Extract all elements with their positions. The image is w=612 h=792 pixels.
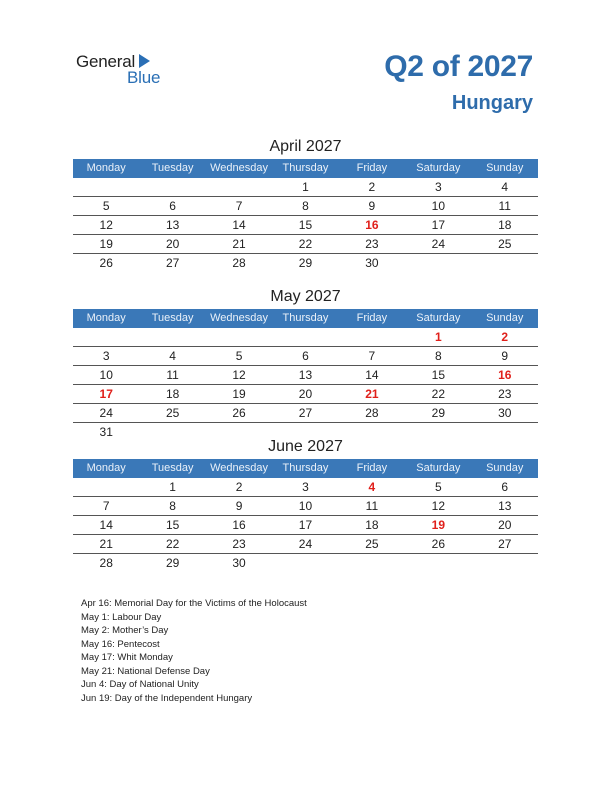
empty-day-cell	[139, 328, 205, 346]
day-cell: 14	[365, 368, 379, 382]
day-cell: 29	[165, 556, 180, 570]
day-cell: 18	[165, 387, 180, 401]
weekday-label: Wednesday	[210, 312, 268, 324]
day-cell: 19	[99, 237, 113, 251]
empty-day-cell	[272, 554, 338, 572]
day-cell: 29	[298, 256, 313, 270]
day-cell: 23	[232, 537, 246, 551]
day-cell: 17	[99, 387, 113, 401]
day-cell: 20	[298, 387, 313, 401]
weekday-label: Friday	[356, 312, 388, 324]
week-row	[73, 197, 538, 216]
day-cell: 26	[99, 256, 113, 270]
holiday-note: May 21: National Defense Day	[81, 665, 210, 677]
day-cell: 12	[431, 499, 445, 513]
day-cell: 8	[434, 349, 442, 363]
week-row	[73, 385, 538, 404]
day-cell: 2	[501, 330, 509, 344]
weekday-label: Thursday	[282, 312, 329, 324]
month-title: May 2027	[270, 288, 341, 305]
week-row	[73, 516, 538, 535]
day-cell: 8	[169, 499, 176, 513]
day-cell: 14	[232, 218, 246, 232]
country-name: Hungary	[451, 92, 533, 114]
day-cell: 18	[365, 518, 379, 532]
day-cell: 25	[498, 237, 512, 251]
day-cell: 5	[434, 480, 442, 494]
weekday-label: Saturday	[416, 312, 461, 324]
weekday-label: Monday	[86, 312, 126, 324]
day-cell: 16	[232, 518, 246, 532]
day-cell: 24	[298, 537, 313, 551]
day-cell: 21	[232, 237, 246, 251]
day-cell: 9	[368, 199, 376, 213]
weekday-label: Sunday	[486, 312, 524, 324]
week-row	[73, 328, 538, 347]
week-row	[73, 216, 538, 235]
week-row	[73, 178, 538, 197]
day-cell: 22	[298, 237, 313, 251]
quarter-title: Q2 of 2027	[384, 50, 533, 83]
weekday-header	[73, 159, 538, 178]
generalblue-logo	[76, 52, 176, 88]
day-cell: 5	[235, 349, 243, 363]
weekday-label: Tuesday	[151, 312, 194, 324]
empty-day-cell	[206, 328, 272, 346]
weekday-header	[73, 309, 538, 328]
day-cell: 13	[298, 368, 313, 382]
day-cell: 8	[302, 199, 309, 213]
day-cell: 16	[498, 368, 512, 382]
empty-day-cell	[139, 178, 205, 196]
week-row	[73, 554, 538, 572]
day-cell: 18	[498, 218, 512, 232]
day-cell: 11	[498, 199, 511, 213]
holiday-note: May 1: Labour Day	[81, 611, 162, 623]
day-cell: 22	[165, 537, 180, 551]
day-cell: 6	[169, 199, 176, 213]
day-cell: 10	[431, 199, 445, 213]
day-cell: 2	[368, 180, 376, 194]
day-cell: 24	[99, 406, 113, 420]
month-title: June 2027	[268, 438, 343, 455]
weekday-label: Wednesday	[210, 162, 268, 174]
day-cell: 15	[165, 518, 180, 532]
week-row	[73, 478, 538, 497]
day-cell: 23	[365, 237, 379, 251]
day-cell: 25	[165, 406, 180, 420]
weekday-label: Sunday	[486, 462, 524, 474]
weekday-label: Tuesday	[151, 462, 194, 474]
day-cell: 14	[99, 518, 113, 532]
day-cell: 27	[298, 406, 313, 420]
empty-day-cell	[405, 554, 471, 572]
day-cell: 7	[235, 199, 243, 213]
day-cell: 6	[501, 480, 509, 494]
day-cell: 21	[99, 537, 113, 551]
day-cell: 15	[298, 218, 313, 232]
holiday-note: May 16: Pentecost	[81, 638, 160, 650]
day-cell: 26	[431, 537, 445, 551]
logo-general-text: General	[76, 52, 136, 71]
day-cell: 3	[102, 349, 110, 363]
day-cell: 25	[365, 537, 379, 551]
weekday-label: Monday	[86, 462, 126, 474]
day-cell: 24	[431, 237, 445, 251]
empty-day-cell	[405, 254, 471, 272]
empty-day-cell	[472, 554, 538, 572]
day-cell: 3	[302, 480, 309, 494]
week-row	[73, 535, 538, 554]
holiday-note: Jun 19: Day of the Independent Hungary	[81, 692, 253, 704]
week-row	[73, 235, 538, 254]
day-cell: 10	[298, 499, 313, 513]
day-cell: 4	[501, 180, 509, 194]
week-row	[73, 254, 538, 272]
day-cell: 30	[498, 406, 512, 420]
day-cell: 27	[498, 537, 512, 551]
weekday-header	[73, 459, 538, 478]
day-cell: 28	[365, 406, 379, 420]
day-cell: 28	[232, 256, 246, 270]
weekday-label: Saturday	[416, 162, 461, 174]
holiday-note: Apr 16: Memorial Day for the Victims of the Holocaust	[81, 598, 307, 609]
day-cell: 7	[102, 499, 110, 513]
day-cell: 11	[365, 499, 379, 513]
empty-day-cell	[73, 328, 139, 346]
week-row	[73, 366, 538, 385]
month-title: April 2027	[269, 138, 342, 155]
day-cell: 17	[298, 518, 313, 532]
weekday-label: Thursday	[282, 462, 329, 474]
month-may	[73, 286, 538, 441]
day-cell: 6	[302, 349, 309, 363]
weekday-label: Friday	[356, 462, 388, 474]
day-cell: 9	[501, 349, 509, 363]
day-cell: 21	[365, 387, 379, 401]
day-cell: 20	[498, 518, 512, 532]
day-cell: 30	[232, 556, 246, 570]
day-cell: 31	[99, 425, 113, 439]
day-cell: 19	[232, 387, 246, 401]
day-cell: 10	[99, 368, 113, 382]
empty-day-cell	[339, 554, 405, 572]
day-cell: 28	[99, 556, 113, 570]
day-cell: 7	[368, 349, 376, 363]
weekday-label: Saturday	[416, 462, 461, 474]
day-cell: 5	[102, 199, 110, 213]
day-cell: 1	[434, 330, 442, 344]
day-cell: 12	[232, 368, 246, 382]
day-cell: 11	[166, 368, 179, 382]
empty-day-cell	[339, 328, 405, 346]
day-cell: 29	[431, 406, 445, 420]
week-row	[73, 347, 538, 366]
day-cell: 13	[498, 499, 512, 513]
day-cell: 12	[99, 218, 113, 232]
day-cell: 9	[235, 499, 243, 513]
weekday-label: Wednesday	[210, 462, 268, 474]
logo-blue-text: Blue	[127, 68, 161, 87]
empty-day-cell	[73, 178, 139, 196]
month-april	[73, 136, 538, 272]
day-cell: 30	[365, 256, 379, 270]
logo-flag-icon	[139, 54, 150, 68]
holiday-note: May 17: Whit Monday	[81, 652, 173, 663]
day-cell: 22	[431, 387, 445, 401]
day-cell: 23	[498, 387, 512, 401]
empty-day-cell	[73, 478, 139, 496]
day-cell: 3	[434, 180, 442, 194]
day-cell: 4	[169, 349, 176, 363]
day-cell: 1	[169, 480, 176, 494]
month-june	[73, 436, 538, 572]
day-cell: 17	[431, 218, 445, 232]
day-cell: 1	[302, 180, 309, 194]
day-cell: 19	[431, 518, 445, 532]
week-row	[73, 497, 538, 516]
empty-day-cell	[206, 178, 272, 196]
weekday-label: Monday	[86, 162, 126, 174]
holiday-notes	[81, 597, 307, 705]
day-cell: 13	[165, 218, 180, 232]
week-row	[73, 404, 538, 423]
holiday-note: Jun 4: Day of National Unity	[81, 679, 199, 690]
weekday-label: Sunday	[486, 162, 524, 174]
holiday-note: May 2: Mother’s Day	[81, 625, 169, 636]
day-cell: 2	[235, 480, 243, 494]
day-cell: 20	[165, 237, 180, 251]
weekday-label: Thursday	[282, 162, 329, 174]
empty-day-cell	[272, 328, 338, 346]
day-cell: 4	[368, 480, 376, 494]
day-cell: 26	[232, 406, 246, 420]
day-cell: 16	[365, 218, 379, 232]
weekday-label: Tuesday	[151, 162, 194, 174]
weekday-label: Friday	[356, 162, 388, 174]
day-cell: 15	[431, 368, 445, 382]
empty-day-cell	[472, 254, 538, 272]
day-cell: 27	[165, 256, 180, 270]
